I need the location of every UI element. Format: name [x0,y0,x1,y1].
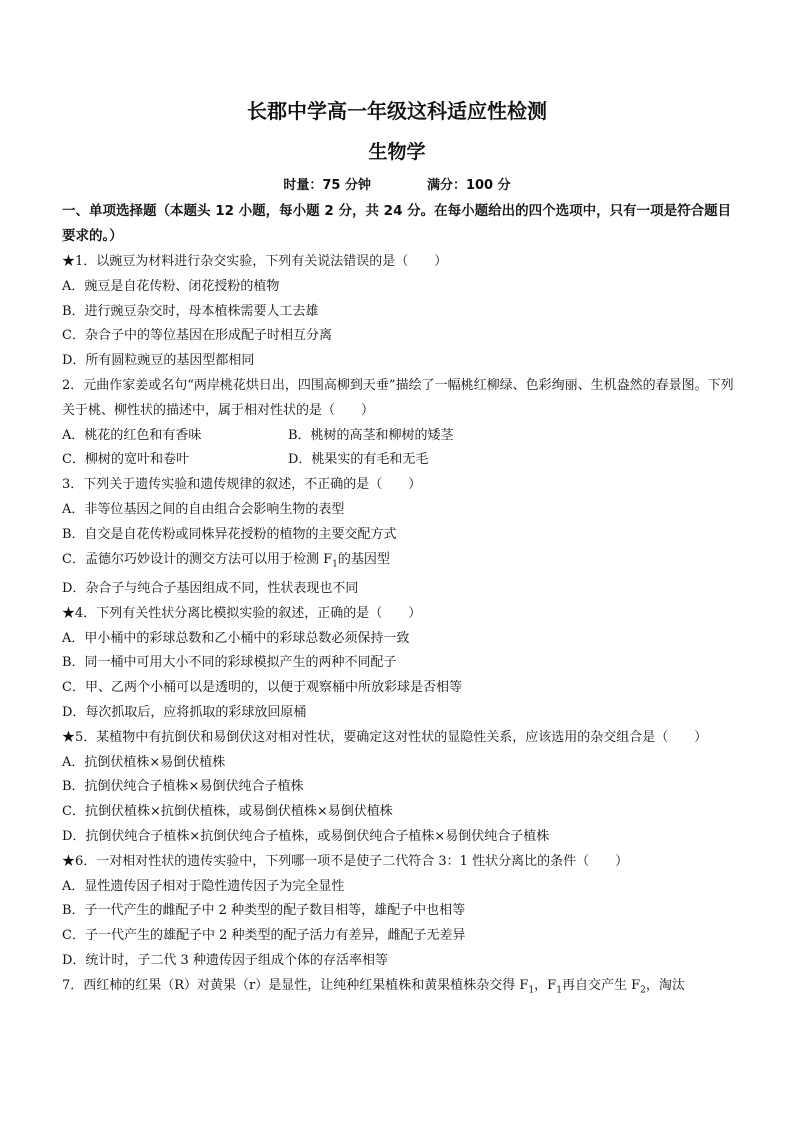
option-c: C．孟德尔巧妙设计的测交方法可以用于检测 $F_1$的基因型 [62,551,390,570]
question-stem: 3．下列关于遗传实验和遗传规律的叙述，不正确的是（ ） [62,477,422,493]
option-d: D．所有圆粒豌豆的基因型都相同 [62,353,255,369]
section-heading: 一、单项选择题（本题头 12 小题，每小题 2 分，共 24 分。在每小题给出的四个选项中，只有一项是符合题目要求的。） [62,203,732,244]
exam-meta [0,174,794,193]
question-stem: ★4．下列有关性状分离比模拟实验的叙述，正确的是（ ） [62,605,422,621]
question-3 [62,473,734,602]
option-b: B．进行豌豆杂交时，母本植株需要人工去雄 [62,303,319,319]
question-stem: 2．元曲作家姜或名句“两岸桃花烘日出，四围高柳到天垂”描绘了一幅桃红柳绿、色彩绚丽、生机盎然的春景图。下列关于桃、柳性状的描述中，属于相对性状的是（ ） [62,377,734,418]
question-stem: ★6．一对相对性状的遗传实验中，下列哪一项不是使子二代符合 3：1 性状分离比的条件（ ） [62,853,629,869]
option-b: B．同一桶中可用大小不同的彩球模拟产生的两种不同配子 [62,655,397,671]
question-stem: ★5．某植物中有抗倒伏和易倒伏这对相对性状，要确定这对性状的显隐性关系，应该选用的杂交组合是（ ） [62,729,708,745]
question-7 [62,974,734,1003]
question-stem: ★1．以豌豆为材料进行杂交实验，下列有关说法错误的是（ ） [62,254,448,269]
question-2 [62,374,734,473]
options-row [62,424,734,449]
option-b: B．抗倒伏纯合子植株×易倒伏纯合子植株 [62,779,304,795]
option-b: B．子一代产生的雌配子中 2 种类型的配子数目相等，雄配子中也相等 [62,903,466,919]
question-6 [62,850,734,974]
option-c: C．杂合子中的等位基因在形成配子时相互分离 [62,328,332,344]
option-a: A．非等位基因之间的自由组合会影响生物的表型 [62,501,345,517]
option-c: C．甲、乙两个小桶可以是透明的，以便于观察桶中所放彩球是否相等 [62,680,462,696]
option-a: A．甲小桶中的彩球总数和乙小桶中的彩球总数必须保持一致 [62,630,410,646]
option-d: D．桃果实的有毛和无毛 [288,452,429,468]
option-a: A．抗倒伏植株×易倒伏植株 [62,754,226,770]
exam-content [62,199,734,1003]
option-c: C．子一代产生的雄配子中 2 种类型的配子活力有差异，雌配子无差异 [62,928,466,944]
question-4 [62,602,734,726]
option-b: B．桃树的高茎和柳树的矮茎 [288,427,454,443]
exam-title: 长郡中学高一年级这科适应性检测 [247,99,547,123]
option-b: B．自交是自花传粉或同株异花授粉的植物的主要交配方式 [62,526,397,542]
time-limit: 时量：75 分钟 [283,178,371,193]
option-a: A．桃花的红色和有香味 [62,427,202,443]
option-a: A．显性遗传因子相对于隐性遗传因子为完全显性 [62,878,345,894]
option-a: A．豌豆是自花传粉、闭花授粉的植物 [62,278,280,294]
option-d: D．杂合子与纯合子基因组成不同，性状表现也不同 [62,580,359,596]
option-c: C．柳树的宽叶和卷叶 [62,452,189,468]
question-1 [62,250,734,374]
full-score: 满分：100 分 [426,178,511,193]
subject-title: 生物学 [368,141,426,163]
options-row [62,448,734,473]
question-stem: 7．西红柿的红果（R）对黄果（r）是显性，让纯种红果植株和黄果植株杂交得 $F_1$，$F_1$再自交产生 $F_2$，淘汰 [62,977,685,996]
option-d: D．抗倒伏纯合子植株×抗倒伏纯合子植株，或易倒伏纯合子植株×易倒伏纯合子植株 [62,828,550,844]
option-d: D．统计时，子二代 3 种遗传因子组成个体的存活率相等 [62,952,388,968]
question-5 [62,726,734,850]
option-d: D．每次抓取后，应将抓取的彩球放回原桶 [62,704,307,720]
option-c: C．抗倒伏植株×抗倒伏植株，或易倒伏植株×易倒伏植株 [62,804,393,820]
